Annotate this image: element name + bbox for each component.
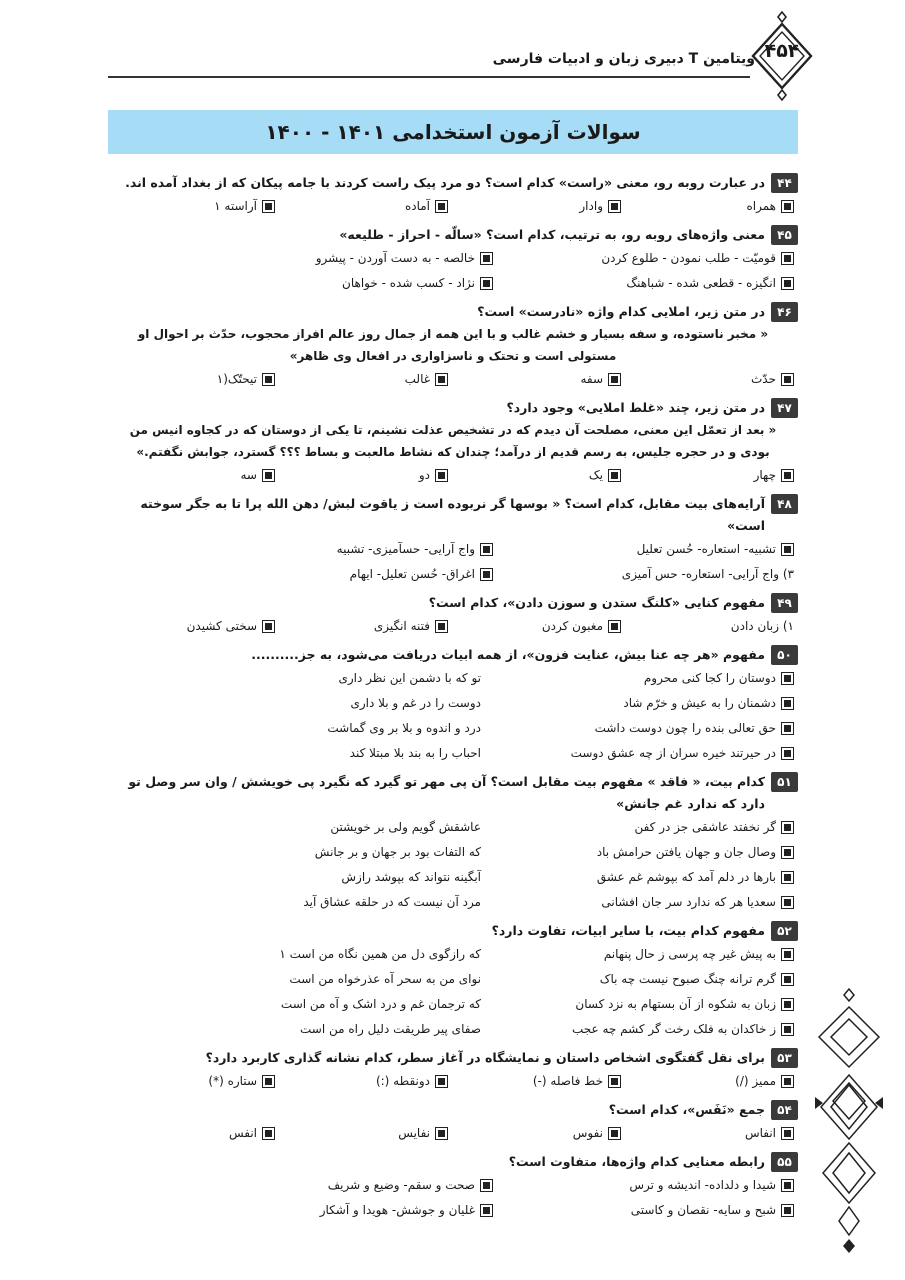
question-53	[108, 1047, 798, 1094]
option-number-icon	[608, 373, 621, 386]
option-4[interactable]: سعدیا هر که ندارد سر جان افشانی مرد آن نیست که در حلقه عشاق آید	[208, 890, 794, 915]
question-number: ۴۶	[771, 302, 798, 322]
question-text: برای نقل گفتگوی اشخاص داستان و نمایشگاه در آغاز سطر، کدام نشانه گذاری کاربرد دارد؟	[205, 1050, 765, 1065]
question-49	[108, 592, 798, 639]
option-3[interactable]: حق تعالی بنده را چون دوست داشت درد و اندوه و بلا بر وی گماشت	[208, 716, 794, 741]
question-number: ۵۱	[771, 772, 798, 792]
question-text: در متن زیر، املایی کدام واژه «نادرست» است؟	[477, 304, 765, 319]
option-number-icon	[781, 846, 794, 859]
option-1[interactable]: شیدا و دلداده- اندیشه و ترس	[499, 1173, 794, 1198]
option-2[interactable]: نفوس	[454, 1121, 621, 1146]
option-number-icon	[781, 871, 794, 884]
option-number-icon	[435, 373, 448, 386]
option-number-icon	[781, 1127, 794, 1140]
book-title: ویتامین T دبیری زبان و ادبیات فارسی	[492, 51, 755, 67]
option-1[interactable]: ممیز (/)	[627, 1069, 794, 1094]
option-number-icon	[781, 697, 794, 710]
option-1[interactable]: به پیش غیر چه پرسی ز حال پنهانم که رازگوی دل من همین نگاه من است ۱	[208, 942, 794, 967]
question-text: در متن زیر، چند «غلط املایی» وجود دارد؟	[506, 400, 765, 415]
question-passage: « بعد از تعمّل این معنی، مصلحت آن دیدم که در تشخیص عذلت نشینم، تا یکی از دوستان که در کجاوه انیس من بودی و در حجره جلیس، به رسم قدیم از درآمد؛ چندان که نشاط مالعبت و بساط ؟؟؟ گسترد، جوابش نگفتم.»	[129, 423, 777, 459]
question-number: ۵۴	[771, 1100, 798, 1120]
option-2[interactable]: وصال جان و جهان یافتن حرامش باد که التفات بود بر جهان و بر جانش	[208, 840, 794, 865]
option-4[interactable]: نژاد - کسب شده - خواهان	[198, 271, 493, 296]
option-number-icon	[608, 1127, 621, 1140]
option-number-icon	[781, 722, 794, 735]
option-1[interactable]: گر نخفتد عاشقی جز در کفن عاشقش گویم ولی بر خویشتن	[208, 815, 794, 840]
question-number: ۴۷	[771, 398, 798, 418]
question-text: آرایه‌های بیت مقابل، کدام است؟ « بوسها گر نربوده است ز یاقوت لبش/ دهن الله پرا تا به جگر سوخته است»	[140, 496, 765, 533]
question-number: ۵۲	[771, 921, 798, 941]
option-4[interactable]: ز خاکدان به فلک رخت گر کشم چه عجب صفای پیر طریقت دلیل راه من است	[208, 1017, 794, 1042]
option-3[interactable]: غالب	[281, 367, 448, 392]
question-text: کدام بیت، « فاقد » مفهوم بیت مقابل است؟ آن پی مهر تو گیرد که نگیرد پی خویشش / وان سر وصل تو دارد که ندارد غم جانش»	[128, 774, 765, 811]
option-number-icon	[781, 821, 794, 834]
option-number-icon	[262, 200, 275, 213]
option-number-icon	[435, 200, 448, 213]
question-52	[108, 920, 798, 1042]
option-1[interactable]: حدّث	[627, 367, 794, 392]
question-text: رابطه معنایی کدام واژه‌ها، متفاوت است؟	[508, 1154, 765, 1169]
option-2[interactable]: مغبون کردن	[454, 614, 621, 639]
header-rule	[108, 76, 750, 78]
option-number-icon	[781, 896, 794, 909]
option-number-icon	[262, 373, 275, 386]
option-number-icon	[435, 620, 448, 633]
option-number-icon	[608, 469, 621, 482]
question-text: جمع «نَفَس»، کدام است؟	[608, 1102, 765, 1117]
option-number-icon	[608, 620, 621, 633]
option-number-icon	[781, 200, 794, 213]
option-number-icon	[781, 747, 794, 760]
question-number: ۵۰	[771, 645, 798, 665]
option-number-icon	[435, 1127, 448, 1140]
option-1[interactable]: قومیّت - طلب نمودن - طلوع کردن	[499, 246, 794, 271]
option-1[interactable]: همراه	[627, 194, 794, 219]
option-2[interactable]: خط فاصله (-)	[454, 1069, 621, 1094]
option-number-icon	[480, 277, 493, 290]
question-number: ۴۵	[771, 225, 798, 245]
option-number-icon	[781, 277, 794, 290]
option-number-icon	[480, 1204, 493, 1217]
option-3[interactable]: ۳) واج آرایی- استعاره- حس آمیزی	[621, 567, 794, 581]
question-number: ۵۳	[771, 1048, 798, 1068]
option-1[interactable]: تشبیه- استعاره- حُسن تعلیل	[499, 537, 794, 562]
question-48	[108, 493, 798, 587]
question-44	[108, 172, 798, 219]
option-number-icon	[781, 543, 794, 556]
option-1[interactable]: دوستان را کجا کنی محروم تو که با دشمن این نظر داری	[208, 666, 794, 691]
option-2[interactable]: دشمنان را به عیش و خرّم شاد دوست را در غم و بلا داری	[208, 691, 794, 716]
option-number-icon	[781, 998, 794, 1011]
option-3[interactable]: آماده	[281, 194, 448, 219]
option-number-icon	[480, 568, 493, 581]
question-46	[108, 301, 798, 392]
option-number-icon	[262, 1075, 275, 1088]
option-3[interactable]: دو	[281, 463, 448, 488]
option-number-icon	[781, 1023, 794, 1036]
option-3[interactable]: بارها در دلم آمد که بپوشم غم عشق آبگینه نتواند که بپوشد رازش	[208, 865, 794, 890]
option-number-icon	[435, 1075, 448, 1088]
questions-list	[108, 172, 798, 1228]
option-number-icon	[781, 1204, 794, 1217]
option-number-icon	[781, 1075, 794, 1088]
option-2[interactable]: واج آرایی- حسآمیزی- تشبیه	[198, 537, 493, 562]
option-1[interactable]: ۱) زبان دادن	[730, 619, 794, 633]
option-4[interactable]: تیحتّک(۱	[108, 367, 275, 392]
question-text: مفهوم کدام بیت، با سایر ابیات، تفاوت دارد؟	[491, 923, 765, 938]
option-number-icon	[781, 252, 794, 265]
question-text: معنی واژه‌های روبه رو، به ترتیب، کدام است؟ «سالّه - احراز - طلیعه»	[339, 227, 765, 242]
option-2[interactable]: صحت و سقم- وضیع و شریف	[198, 1173, 493, 1198]
option-1[interactable]: چهار	[627, 463, 794, 488]
question-number: ۴۹	[771, 593, 798, 613]
option-number-icon	[781, 973, 794, 986]
question-number: ۴۴	[771, 173, 798, 193]
option-number-icon	[781, 672, 794, 685]
question-passage: « مخبر ناستوده، و سفه بسیار و خشم غالب و با این همه از جمال روز عالم افراز محجوب، حدّث بر احوال او مستولی است و تحتک و ناسزاواری در افعال وی ظاهر»	[137, 327, 769, 363]
option-4[interactable]: سه	[108, 463, 275, 488]
option-3[interactable]: نفایس	[281, 1121, 448, 1146]
option-3[interactable]: دونقطه (:)	[281, 1069, 448, 1094]
option-4[interactable]: آراسته ۱	[108, 194, 275, 219]
section-banner	[108, 110, 798, 154]
question-number: ۵۵	[771, 1152, 798, 1172]
option-number-icon	[781, 948, 794, 961]
option-number-icon	[608, 1075, 621, 1088]
option-2[interactable]: وادار	[454, 194, 621, 219]
question-50	[108, 644, 798, 766]
option-number-icon	[781, 1179, 794, 1192]
option-4[interactable]: اغراق- حُسن تعلیل- ایهام	[198, 562, 493, 587]
option-number-icon	[480, 1179, 493, 1192]
option-3[interactable]: زبان به شکوه از آن بستهام به نزد کسان که ترجمان غم و درد اشک و آه من است	[208, 992, 794, 1017]
option-number-icon	[435, 469, 448, 482]
option-number-icon	[480, 543, 493, 556]
question-text: مفهوم کنایی «کلنگ ستدن و سوزن دادن»، کدام است؟	[428, 595, 765, 610]
option-3[interactable]: شبح و سایه- نقصان و کاستی	[499, 1198, 794, 1223]
option-4[interactable]: سختی کشیدن	[108, 614, 275, 639]
option-3[interactable]: فتنه انگیزی	[281, 614, 448, 639]
section-title: سوالات آزمون استخدامی ۱۴۰۱ - ۱۴۰۰	[265, 120, 641, 144]
question-54	[108, 1099, 798, 1146]
option-2[interactable]: خالصه - به دست آوردن - پیشرو	[198, 246, 493, 271]
option-number-icon	[480, 252, 493, 265]
question-55	[108, 1151, 798, 1223]
question-number: ۴۸	[771, 494, 798, 514]
option-4[interactable]: ستاره (*)	[108, 1069, 275, 1094]
option-2[interactable]: سفه	[454, 367, 621, 392]
option-4[interactable]: در حیرتند خیره سران از چه عشق دوست احباب را به بند بلا مبتلا کند	[208, 741, 794, 766]
option-4[interactable]: انفس	[108, 1121, 275, 1146]
question-51	[108, 771, 798, 915]
option-4[interactable]: غلیان و جوشش- هویدا و آشکار	[198, 1198, 493, 1223]
page-number: ۴۵۴	[764, 40, 800, 62]
option-2[interactable]: یک	[454, 463, 621, 488]
option-number-icon	[781, 373, 794, 386]
decorative-diamond-ornament-icon	[813, 985, 885, 1255]
question-text: مفهوم «هر چه عنا بیش، عنایت فزون»، از همه ابیات دریافت می‌شود، به جز..........	[251, 647, 765, 662]
option-number-icon	[262, 1127, 275, 1140]
option-2[interactable]: گرم ترانه چنگ صبوح نیست چه باک نوای من به سحر آه عذرخواه من است	[208, 967, 794, 992]
option-number-icon	[781, 469, 794, 482]
question-text: در عبارت روبه رو، معنی «راست» کدام است؟ دو مرد پیک راست کردند با جامه پیکان که از بغداد آمده اند.	[125, 175, 765, 190]
option-1[interactable]: انفاس	[627, 1121, 794, 1146]
option-number-icon	[608, 200, 621, 213]
option-number-icon	[262, 469, 275, 482]
question-45	[108, 224, 798, 296]
page-header	[0, 0, 905, 100]
option-number-icon	[262, 620, 275, 633]
question-47	[108, 397, 798, 488]
option-3[interactable]: انگیزه - قطعی شده - شباهنگ	[499, 271, 794, 296]
